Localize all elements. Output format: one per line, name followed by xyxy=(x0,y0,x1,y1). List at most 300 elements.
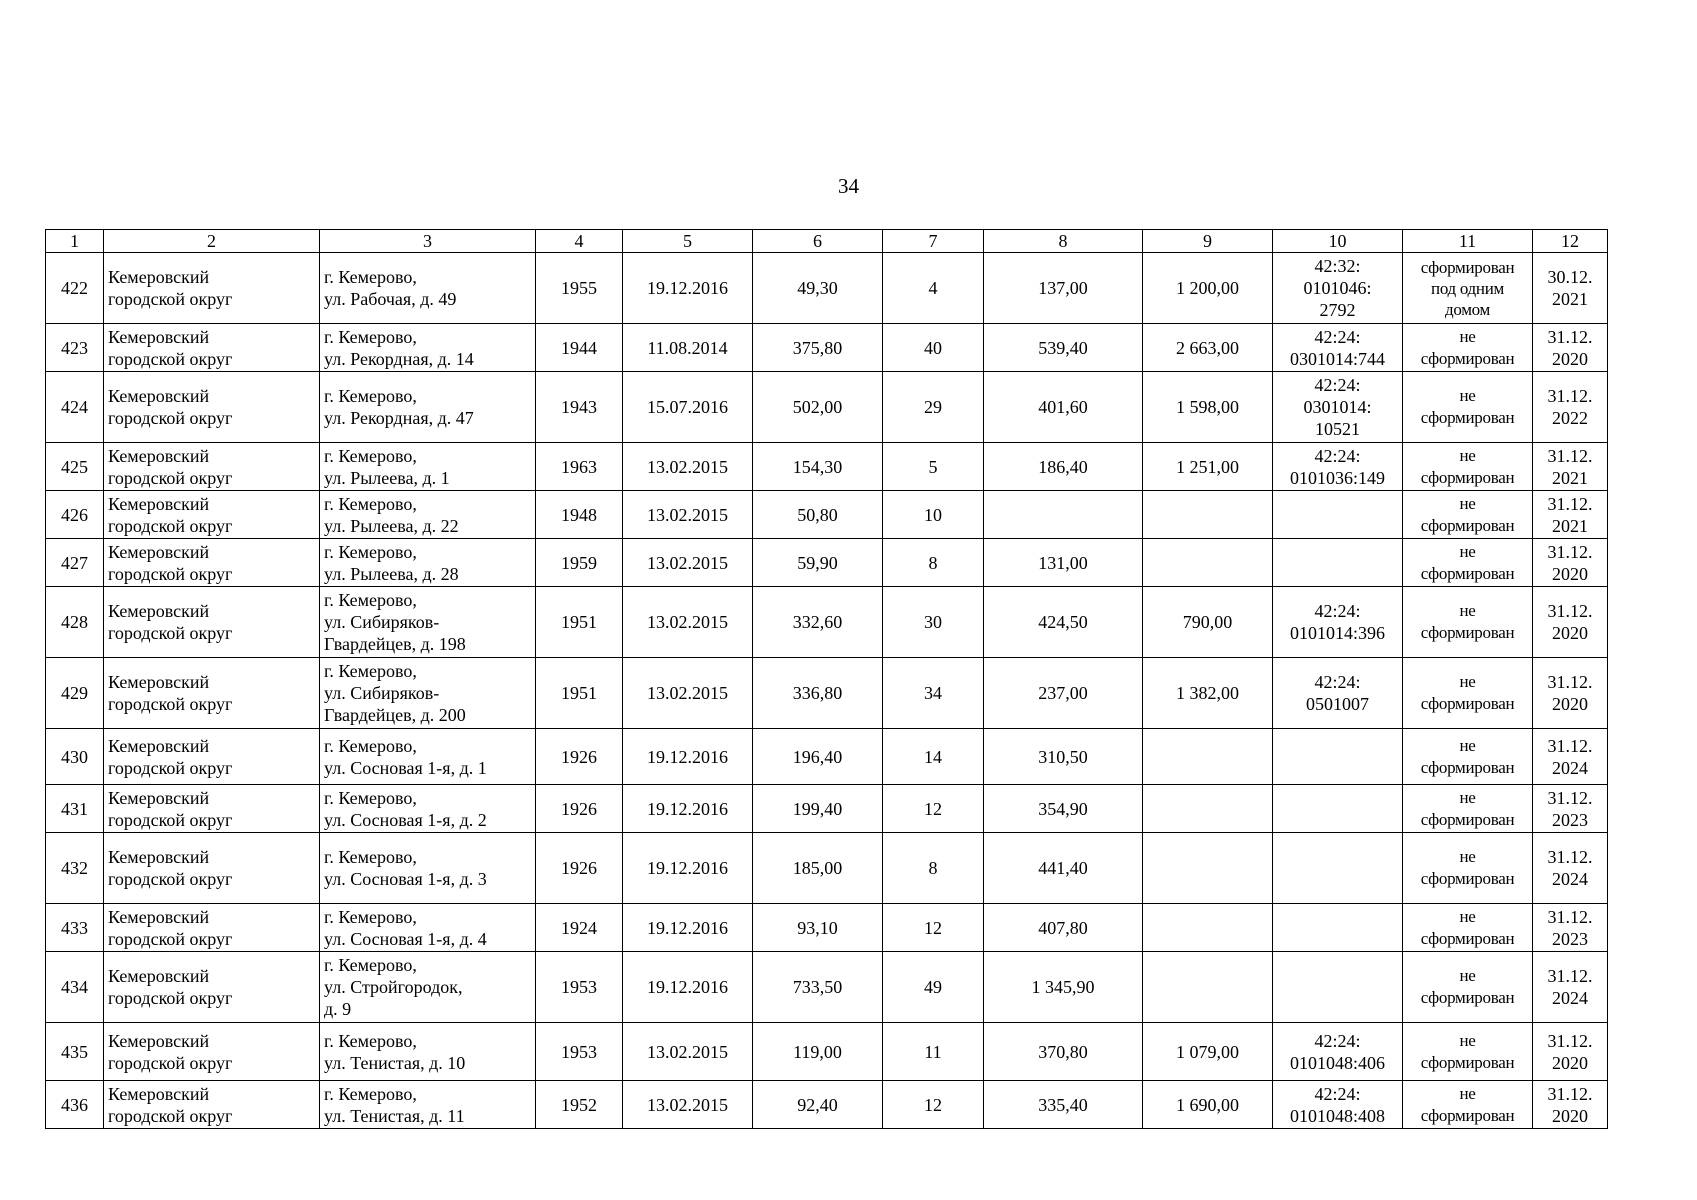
land-area-cell: 401,60 xyxy=(984,372,1143,443)
date-cell: 11.08.2014 xyxy=(623,324,753,372)
land-status-cell-line: сформирован xyxy=(1420,1105,1515,1125)
deadline-cell-line: 31.12. xyxy=(1547,847,1593,867)
land-status-cell-line: сформирован xyxy=(1420,928,1515,948)
land-status-cell-line: не xyxy=(1459,326,1476,346)
table-row xyxy=(46,904,1608,952)
row-number-cell: 432 xyxy=(46,833,104,904)
deadline-cell-line: 2024 xyxy=(1552,757,1588,778)
year-cell: 1948 xyxy=(536,491,623,539)
cadastral-number-cell-line: 0301014:744 xyxy=(1289,348,1385,369)
municipality-cell-line: городской округ xyxy=(108,623,233,643)
land-status-cell-line: сформирован xyxy=(1420,257,1515,277)
address-cell xyxy=(320,785,536,833)
address-cell-line: г. Кемерово, xyxy=(324,1030,417,1051)
row-number-cell: 430 xyxy=(46,729,104,785)
address-cell-line: ул. Сибиряков- xyxy=(324,683,440,703)
year-cell: 1926 xyxy=(536,729,623,785)
municipality-cell-line: городской округ xyxy=(108,869,233,889)
municipality-cell-line: городской округ xyxy=(108,694,233,714)
table-row xyxy=(46,324,1608,372)
area-cell: 336,80 xyxy=(753,658,883,729)
year-cell: 1953 xyxy=(536,1023,623,1081)
cost-cell xyxy=(1143,785,1273,833)
municipality-cell-line: Кемеровский xyxy=(108,906,210,927)
address-cell-line: г. Кемерово, xyxy=(324,787,417,808)
cadastral-number-cell-line: 0101048:406 xyxy=(1289,1052,1385,1073)
cost-cell xyxy=(1143,833,1273,904)
deadline-cell-line: 31.12. xyxy=(1547,966,1593,986)
land-status-cell-line: не xyxy=(1459,906,1476,926)
address-cell-line: г. Кемерово, xyxy=(324,847,417,867)
address-cell-line: г. Кемерово, xyxy=(324,1083,417,1104)
cadastral-number-cell xyxy=(1273,729,1403,785)
table-row xyxy=(46,539,1608,587)
address-cell-line: г. Кемерово, xyxy=(324,493,417,514)
land-status-cell-line: сформирован xyxy=(1420,563,1515,583)
land-status-cell xyxy=(1403,1081,1533,1129)
cost-cell: 1 251,00 xyxy=(1143,443,1273,491)
housing-registry-table xyxy=(45,229,1608,1129)
cadastral-number-cell-line: 42:24: xyxy=(1314,1083,1361,1104)
column-header: 4 xyxy=(536,230,623,253)
date-cell: 19.12.2016 xyxy=(623,785,753,833)
table-row xyxy=(46,587,1608,658)
address-cell-line: ул. Сосновая 1-я, д. 2 xyxy=(324,809,487,830)
municipality-cell-line: городской округ xyxy=(108,563,233,584)
municipality-cell-line: городской округ xyxy=(108,928,233,949)
deadline-cell xyxy=(1533,658,1608,729)
deadline-cell xyxy=(1533,372,1608,443)
address-cell xyxy=(320,539,536,587)
address-cell-line: г. Кемерово, xyxy=(324,326,417,347)
table-row xyxy=(46,491,1608,539)
date-cell: 13.02.2015 xyxy=(623,587,753,658)
row-number-cell: 423 xyxy=(46,324,104,372)
cadastral-number-cell xyxy=(1273,324,1403,372)
table-row xyxy=(46,1081,1608,1129)
deadline-cell-line: 2020 xyxy=(1552,563,1588,584)
cost-cell: 1 079,00 xyxy=(1143,1023,1273,1081)
land-area-cell: 131,00 xyxy=(984,539,1143,587)
municipality-cell-line: городской округ xyxy=(108,467,233,488)
year-cell: 1943 xyxy=(536,372,623,443)
land-status-cell-line: сформирован xyxy=(1420,467,1515,487)
date-cell: 19.12.2016 xyxy=(623,952,753,1023)
land-status-cell xyxy=(1403,372,1533,443)
residents-cell: 12 xyxy=(883,785,984,833)
land-area-cell: 1 345,90 xyxy=(984,952,1143,1023)
address-cell-line: ул. Сибиряков- xyxy=(324,612,440,632)
area-cell: 50,80 xyxy=(753,491,883,539)
table-row xyxy=(46,443,1608,491)
cost-cell: 1 382,00 xyxy=(1143,658,1273,729)
residents-cell: 11 xyxy=(883,1023,984,1081)
cadastral-number-cell-line: 0101046: xyxy=(1303,278,1372,298)
address-cell-line: ул. Рекордная, д. 47 xyxy=(324,408,474,428)
municipality-cell-line: городской округ xyxy=(108,348,233,369)
residents-cell: 12 xyxy=(883,904,984,952)
cadastral-number-cell-line: 42:24: xyxy=(1314,672,1361,692)
year-cell: 1951 xyxy=(536,658,623,729)
land-status-cell-line: не xyxy=(1459,601,1476,620)
area-cell: 185,00 xyxy=(753,833,883,904)
date-cell: 13.02.2015 xyxy=(623,1081,753,1129)
land-area-cell: 310,50 xyxy=(984,729,1143,785)
cost-cell: 1 200,00 xyxy=(1143,253,1273,324)
address-cell xyxy=(320,253,536,324)
address-cell xyxy=(320,372,536,443)
area-cell: 199,40 xyxy=(753,785,883,833)
municipality-cell xyxy=(104,587,320,658)
address-cell xyxy=(320,491,536,539)
municipality-cell xyxy=(104,952,320,1023)
municipality-cell-line: городской округ xyxy=(108,988,233,1008)
land-status-cell-line: не xyxy=(1459,541,1476,561)
cadastral-number-cell xyxy=(1273,785,1403,833)
municipality-cell xyxy=(104,1023,320,1081)
cost-cell xyxy=(1143,952,1273,1023)
residents-cell: 4 xyxy=(883,253,984,324)
date-cell: 19.12.2016 xyxy=(623,729,753,785)
cadastral-number-cell-line: 42:24: xyxy=(1314,601,1361,621)
municipality-cell xyxy=(104,491,320,539)
cadastral-number-cell xyxy=(1273,372,1403,443)
municipality-cell xyxy=(104,729,320,785)
land-area-cell: 441,40 xyxy=(984,833,1143,904)
area-cell: 119,00 xyxy=(753,1023,883,1081)
municipality-cell xyxy=(104,539,320,587)
land-status-cell-line: не xyxy=(1459,847,1476,866)
column-header: 1 xyxy=(46,230,104,253)
address-cell-line: ул. Стройгородок, xyxy=(324,977,463,997)
deadline-cell-line: 31.12. xyxy=(1547,386,1593,406)
deadline-cell-line: 31.12. xyxy=(1547,493,1593,514)
cadastral-number-cell xyxy=(1273,491,1403,539)
land-status-cell-line: не xyxy=(1459,966,1476,985)
deadline-cell xyxy=(1533,904,1608,952)
year-cell: 1959 xyxy=(536,539,623,587)
year-cell: 1963 xyxy=(536,443,623,491)
municipality-cell-line: Кемеровский xyxy=(108,847,210,867)
cost-cell xyxy=(1143,729,1273,785)
land-status-cell-line: сформирован xyxy=(1420,757,1515,777)
deadline-cell-line: 31.12. xyxy=(1547,541,1593,562)
date-cell: 13.02.2015 xyxy=(623,658,753,729)
row-number-cell: 427 xyxy=(46,539,104,587)
land-area-cell: 370,80 xyxy=(984,1023,1143,1081)
address-cell-line: г. Кемерово, xyxy=(324,541,417,562)
land-status-cell xyxy=(1403,443,1533,491)
date-cell: 13.02.2015 xyxy=(623,443,753,491)
deadline-cell xyxy=(1533,443,1608,491)
land-area-cell: 539,40 xyxy=(984,324,1143,372)
address-cell-line: г. Кемерово, xyxy=(324,735,417,756)
residents-cell: 12 xyxy=(883,1081,984,1129)
cadastral-number-cell-line: 0101036:149 xyxy=(1289,467,1385,488)
deadline-cell xyxy=(1533,729,1608,785)
land-status-cell xyxy=(1403,904,1533,952)
municipality-cell-line: городской округ xyxy=(108,515,233,536)
row-number-cell: 435 xyxy=(46,1023,104,1081)
cadastral-number-cell xyxy=(1273,904,1403,952)
address-cell-line: ул. Сосновая 1-я, д. 1 xyxy=(324,757,487,778)
land-status-cell xyxy=(1403,729,1533,785)
municipality-cell-line: Кемеровский xyxy=(108,493,210,514)
land-status-cell xyxy=(1403,785,1533,833)
municipality-cell-line: Кемеровский xyxy=(108,445,210,466)
year-cell: 1953 xyxy=(536,952,623,1023)
municipality-cell xyxy=(104,1081,320,1129)
cadastral-number-cell xyxy=(1273,253,1403,324)
residents-cell: 34 xyxy=(883,658,984,729)
residents-cell: 40 xyxy=(883,324,984,372)
municipality-cell xyxy=(104,658,320,729)
date-cell: 19.12.2016 xyxy=(623,833,753,904)
table-row xyxy=(46,833,1608,904)
municipality-cell-line: городской округ xyxy=(108,1052,233,1073)
table-row xyxy=(46,785,1608,833)
residents-cell: 29 xyxy=(883,372,984,443)
land-status-cell xyxy=(1403,1023,1533,1081)
table-row xyxy=(46,1023,1608,1081)
address-cell-line: ул. Тенистая, д. 10 xyxy=(324,1052,466,1073)
municipality-cell xyxy=(104,372,320,443)
deadline-cell-line: 31.12. xyxy=(1547,672,1593,692)
land-status-cell-line: сформирован xyxy=(1420,515,1515,535)
table-row xyxy=(46,658,1608,729)
residents-cell: 49 xyxy=(883,952,984,1023)
address-cell-line: Гвардейцев, д. 200 xyxy=(324,705,466,725)
land-status-cell xyxy=(1403,952,1533,1023)
cadastral-number-cell-line: 42:24: xyxy=(1314,375,1361,395)
date-cell: 15.07.2016 xyxy=(623,372,753,443)
area-cell: 154,30 xyxy=(753,443,883,491)
cadastral-number-cell xyxy=(1273,539,1403,587)
municipality-cell-line: городской округ xyxy=(108,408,233,428)
land-status-cell-line: под одним xyxy=(1431,278,1504,298)
address-cell-line: ул. Рабочая, д. 49 xyxy=(324,289,457,309)
column-header: 9 xyxy=(1143,230,1273,253)
cost-cell: 2 663,00 xyxy=(1143,324,1273,372)
area-cell: 502,00 xyxy=(753,372,883,443)
row-number-cell: 426 xyxy=(46,491,104,539)
column-header: 11 xyxy=(1403,230,1533,253)
deadline-cell-line: 31.12. xyxy=(1547,1030,1593,1051)
deadline-cell-line: 31.12. xyxy=(1547,1083,1593,1104)
deadline-cell-line: 31.12. xyxy=(1547,735,1593,756)
year-cell: 1926 xyxy=(536,833,623,904)
deadline-cell-line: 2020 xyxy=(1552,694,1588,714)
land-status-cell-line: не xyxy=(1459,445,1476,465)
deadline-cell-line: 2024 xyxy=(1552,988,1588,1008)
table-row xyxy=(46,253,1608,324)
land-status-cell-line: сформирован xyxy=(1420,623,1515,642)
municipality-cell-line: Кемеровский xyxy=(108,1030,210,1051)
address-cell xyxy=(320,833,536,904)
municipality-cell xyxy=(104,904,320,952)
municipality-cell-line: городской округ xyxy=(108,757,233,778)
land-area-cell: 424,50 xyxy=(984,587,1143,658)
column-header: 3 xyxy=(320,230,536,253)
land-status-cell-line: не xyxy=(1459,787,1476,807)
cadastral-number-cell xyxy=(1273,1081,1403,1129)
land-status-cell-line: сформирован xyxy=(1420,1052,1515,1072)
municipality-cell-line: Кемеровский xyxy=(108,267,210,287)
area-cell: 375,80 xyxy=(753,324,883,372)
column-header: 2 xyxy=(104,230,320,253)
land-area-cell: 137,00 xyxy=(984,253,1143,324)
area-cell: 196,40 xyxy=(753,729,883,785)
deadline-cell xyxy=(1533,253,1608,324)
municipality-cell-line: Кемеровский xyxy=(108,735,210,756)
column-header: 12 xyxy=(1533,230,1608,253)
year-cell: 1952 xyxy=(536,1081,623,1129)
land-status-cell xyxy=(1403,324,1533,372)
cadastral-number-cell xyxy=(1273,952,1403,1023)
deadline-cell-line: 2020 xyxy=(1552,1105,1588,1126)
cost-cell: 1 598,00 xyxy=(1143,372,1273,443)
municipality-cell xyxy=(104,324,320,372)
deadline-cell-line: 31.12. xyxy=(1547,445,1593,466)
land-status-cell-line: сформирован xyxy=(1420,408,1515,427)
date-cell: 13.02.2015 xyxy=(623,1023,753,1081)
column-number-row xyxy=(46,230,1608,253)
year-cell: 1955 xyxy=(536,253,623,324)
cadastral-number-cell-line: 0301014: xyxy=(1303,397,1372,417)
land-status-cell xyxy=(1403,491,1533,539)
land-status-cell xyxy=(1403,539,1533,587)
municipality-cell xyxy=(104,833,320,904)
column-header: 6 xyxy=(753,230,883,253)
municipality-cell-line: Кемеровский xyxy=(108,787,210,808)
municipality-cell-line: Кемеровский xyxy=(108,326,210,347)
row-number-cell: 425 xyxy=(46,443,104,491)
address-cell xyxy=(320,443,536,491)
address-cell-line: ул. Сосновая 1-я, д. 3 xyxy=(324,869,487,889)
cadastral-number-cell xyxy=(1273,658,1403,729)
deadline-cell xyxy=(1533,785,1608,833)
land-status-cell xyxy=(1403,253,1533,324)
deadline-cell xyxy=(1533,324,1608,372)
address-cell xyxy=(320,952,536,1023)
cadastral-number-cell-line: 0101048:408 xyxy=(1289,1105,1385,1126)
address-cell-line: ул. Рылеева, д. 1 xyxy=(324,467,450,488)
cadastral-number-cell-line: 42:32: xyxy=(1314,256,1361,276)
cost-cell xyxy=(1143,904,1273,952)
land-status-cell-line: сформирован xyxy=(1420,694,1515,713)
address-cell xyxy=(320,658,536,729)
land-area-cell: 237,00 xyxy=(984,658,1143,729)
address-cell-line: ул. Тенистая, д. 11 xyxy=(324,1105,465,1126)
land-area-cell: 407,80 xyxy=(984,904,1143,952)
deadline-cell-line: 2020 xyxy=(1552,623,1588,643)
municipality-cell-line: Кемеровский xyxy=(108,966,210,986)
address-cell-line: г. Кемерово, xyxy=(324,906,417,927)
municipality-cell xyxy=(104,443,320,491)
deadline-cell xyxy=(1533,491,1608,539)
land-area-cell: 354,90 xyxy=(984,785,1143,833)
area-cell: 332,60 xyxy=(753,587,883,658)
area-cell: 733,50 xyxy=(753,952,883,1023)
deadline-cell-line: 2020 xyxy=(1552,348,1588,369)
deadline-cell xyxy=(1533,833,1608,904)
residents-cell: 30 xyxy=(883,587,984,658)
municipality-cell-line: Кемеровский xyxy=(108,541,210,562)
residents-cell: 14 xyxy=(883,729,984,785)
land-status-cell-line: не xyxy=(1459,672,1476,691)
cadastral-number-cell xyxy=(1273,1023,1403,1081)
address-cell-line: г. Кемерово, xyxy=(324,661,417,681)
cadastral-number-cell-line: 42:24: xyxy=(1314,1030,1361,1051)
land-area-cell: 186,40 xyxy=(984,443,1143,491)
column-header: 10 xyxy=(1273,230,1403,253)
deadline-cell xyxy=(1533,539,1608,587)
area-cell: 59,90 xyxy=(753,539,883,587)
table-row xyxy=(46,372,1608,443)
address-cell-line: ул. Рылеева, д. 22 xyxy=(324,515,459,536)
land-status-cell-line: сформирован xyxy=(1420,809,1515,829)
cadastral-number-cell-line: 42:24: xyxy=(1314,445,1361,466)
cadastral-number-cell-line: 0501007 xyxy=(1306,694,1369,714)
address-cell-line: Гвардейцев, д. 198 xyxy=(324,634,466,654)
page-number: 34 xyxy=(838,174,859,198)
land-status-cell-line: не xyxy=(1459,1030,1476,1050)
land-area-cell: 335,40 xyxy=(984,1081,1143,1129)
land-status-cell xyxy=(1403,833,1533,904)
address-cell-line: г. Кемерово, xyxy=(324,590,417,610)
cadastral-number-cell-line: 42:24: xyxy=(1314,326,1361,347)
residents-cell: 8 xyxy=(883,833,984,904)
table-body xyxy=(46,253,1608,1129)
land-status-cell xyxy=(1403,587,1533,658)
deadline-cell-line: 31.12. xyxy=(1547,787,1593,808)
address-cell-line: ул. Сосновая 1-я, д. 4 xyxy=(324,928,487,949)
row-number-cell: 422 xyxy=(46,253,104,324)
row-number-cell: 436 xyxy=(46,1081,104,1129)
deadline-cell-line: 2021 xyxy=(1552,515,1588,536)
area-cell: 92,40 xyxy=(753,1081,883,1129)
row-number-cell: 433 xyxy=(46,904,104,952)
deadline-cell-line: 2020 xyxy=(1552,1052,1588,1073)
address-cell-line: г. Кемерово, xyxy=(324,267,417,287)
address-cell-line: ул. Рылеева, д. 28 xyxy=(324,563,459,584)
address-cell-line: г. Кемерово, xyxy=(324,955,417,975)
column-header: 7 xyxy=(883,230,984,253)
land-status-cell-line: не xyxy=(1459,386,1476,405)
municipality-cell xyxy=(104,253,320,324)
land-status-cell-line: сформирован xyxy=(1420,988,1515,1007)
municipality-cell-line: городской округ xyxy=(108,809,233,830)
cadastral-number-cell xyxy=(1273,587,1403,658)
area-cell: 93,10 xyxy=(753,904,883,952)
address-cell xyxy=(320,324,536,372)
cadastral-number-cell-line: 2792 xyxy=(1319,300,1356,320)
municipality-cell-line: городской округ xyxy=(108,1105,233,1126)
deadline-cell xyxy=(1533,952,1608,1023)
land-status-cell-line: домом xyxy=(1444,299,1491,319)
address-cell-line: г. Кемерово, xyxy=(324,386,417,406)
municipality-cell-line: Кемеровский xyxy=(108,672,210,692)
land-status-cell-line: не xyxy=(1459,493,1476,513)
address-cell-line: г. Кемерово, xyxy=(324,445,417,466)
municipality-cell xyxy=(104,785,320,833)
deadline-cell-line: 2022 xyxy=(1552,408,1588,428)
deadline-cell-line: 2024 xyxy=(1552,869,1588,889)
row-number-cell: 428 xyxy=(46,587,104,658)
column-header: 5 xyxy=(623,230,753,253)
municipality-cell-line: Кемеровский xyxy=(108,1083,210,1104)
year-cell: 1944 xyxy=(536,324,623,372)
